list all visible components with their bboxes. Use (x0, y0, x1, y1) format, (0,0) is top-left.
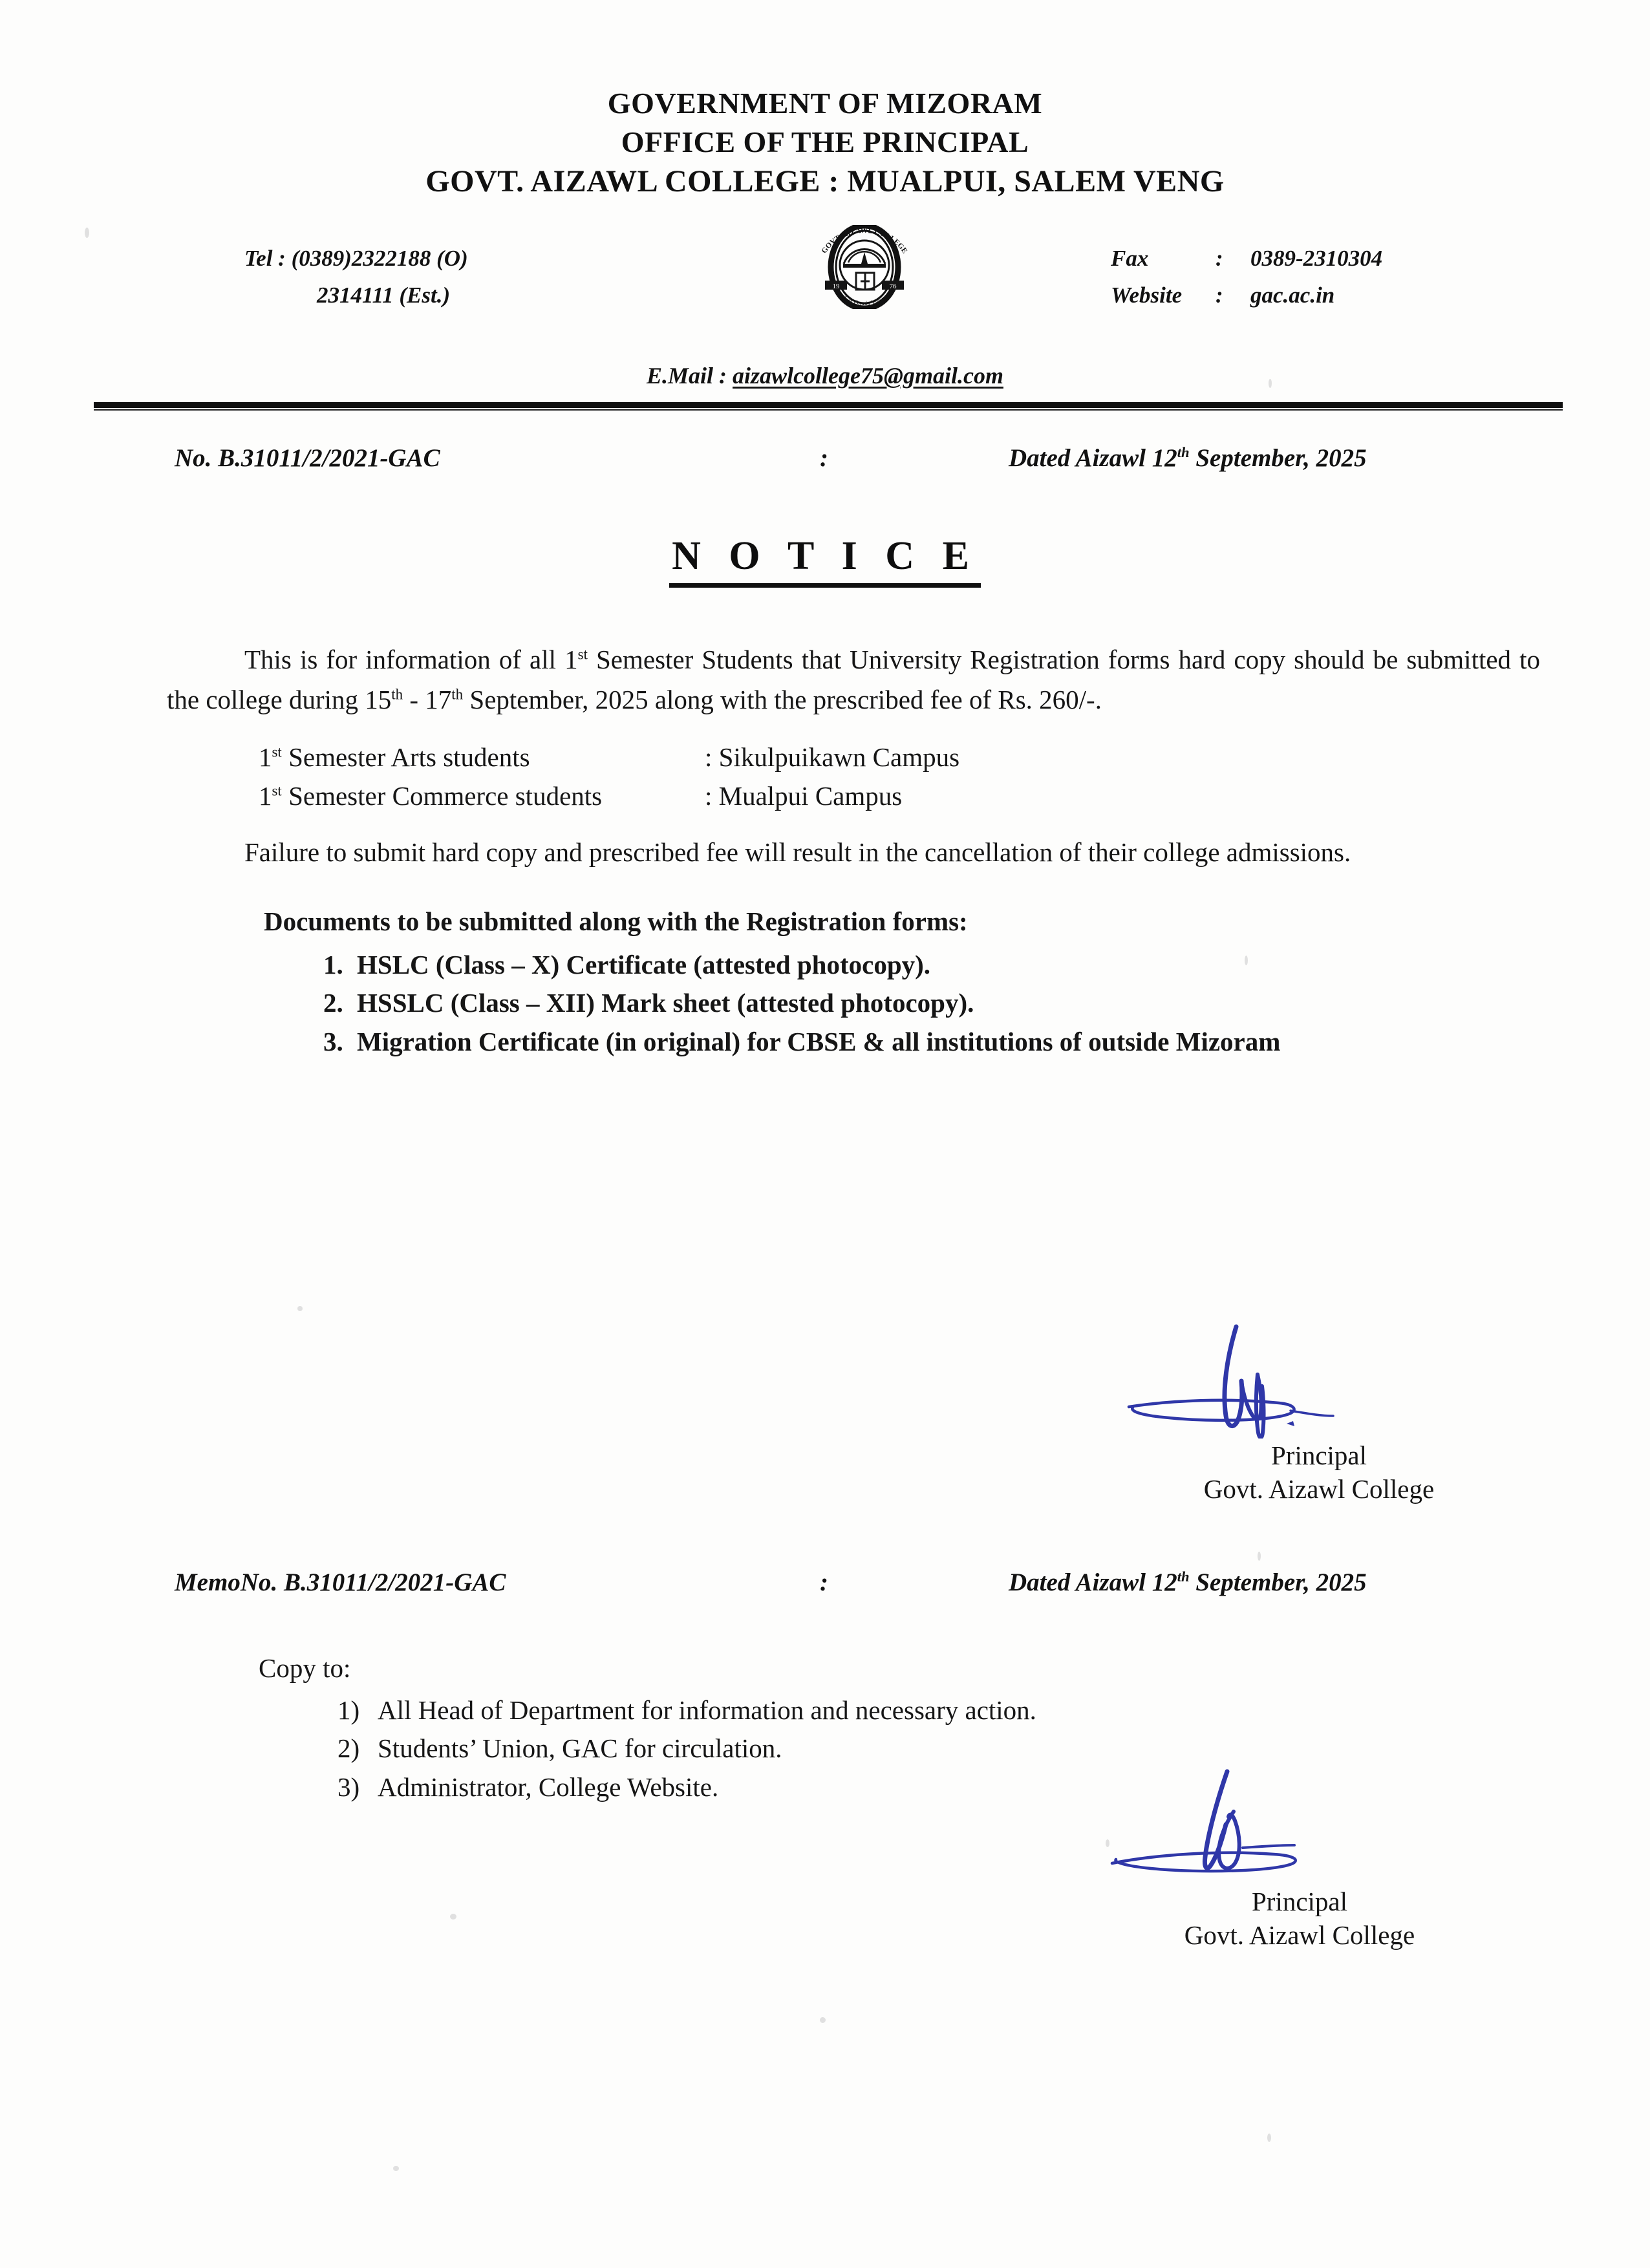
scan-artifact (1267, 2134, 1271, 2142)
campus-value: : Mualpui Campus (705, 781, 903, 811)
copy-to-item-number: 1) (338, 1695, 360, 1725)
documents-item-text: HSLC (Class – X) Certificate (attested photocopy). (357, 949, 931, 979)
copy-to-item-text: All Head of Department for information and necessary action. (378, 1695, 1036, 1725)
signature-org-primary: Govt. Aizawl College (1203, 1474, 1435, 1504)
documents-item-number: 2. (323, 988, 343, 1018)
college-seal-icon (797, 225, 932, 309)
signature-ink-secondary (1073, 1765, 1526, 1885)
copy-to-item-number: 2) (338, 1733, 360, 1764)
divider-thick-line (94, 402, 1563, 408)
campus-label: 1st Semester Arts students (259, 742, 530, 772)
seal-top-text: GOVT. AIZAWL COLLEGE (820, 226, 909, 255)
scan-artifact (1258, 1552, 1261, 1561)
seal-left-year: 19 (832, 283, 840, 290)
signature-block-primary (1093, 1319, 1545, 1506)
notice-title-text: N O T I C E (669, 534, 981, 588)
scan-artifact (450, 1914, 456, 1920)
reference-colon: : (820, 444, 828, 472)
scan-artifact (1106, 1839, 1109, 1847)
scan-artifact (1245, 956, 1248, 965)
memo-reference-number: MemoNo. B.31011/2/2021-GAC (175, 1568, 506, 1596)
fax-row (1111, 241, 1382, 277)
copy-to-block (259, 1649, 1036, 1807)
scan-artifact (393, 2166, 399, 2171)
copy-to-list-item (338, 1768, 1036, 1807)
website-label: Website (1111, 282, 1183, 308)
copy-to-heading: Copy to: (259, 1653, 351, 1683)
letterhead (0, 84, 1650, 202)
documents-list (264, 946, 1540, 1062)
documents-list-item (323, 984, 1540, 1023)
scan-artifact (820, 2017, 826, 2023)
header-divider-rule (94, 402, 1563, 411)
notice-body (167, 640, 1540, 1062)
notice-title (0, 533, 1650, 579)
letterhead-line-college: GOVT. AIZAWL COLLEGE : MUALPUI, SALEM VENG (425, 164, 1225, 198)
website-row (1111, 277, 1382, 314)
telephone-block (244, 241, 468, 314)
signature-block-secondary (1073, 1765, 1526, 1952)
memo-reference-colon: : (820, 1568, 828, 1596)
reference-date: Dated Aizawl 12th September, 2025 (1009, 444, 1367, 472)
telephone-establishment: 2314111 (Est.) (317, 282, 451, 308)
letterhead-line-government: GOVERNMENT OF MIZORAM (607, 87, 1043, 120)
divider-thin-line (94, 409, 1563, 411)
copy-to-list (259, 1691, 1036, 1808)
body-paragraph-2: Failure to submit hard copy and prescribed fee will result in the cancellation of their college admissions. (244, 837, 1351, 867)
copy-to-item-number: 3) (338, 1772, 360, 1803)
campus-value: : Sikulpuikawn Campus (705, 742, 960, 772)
reference-number: No. B.31011/2/2021-GAC (175, 444, 440, 472)
signature-title-primary: Principal (1270, 1440, 1367, 1470)
campus-label: 1st Semester Commerce students (259, 781, 603, 811)
fax-separator: : (1216, 246, 1223, 271)
memo-reference-date: Dated Aizawl 12th September, 2025 (1009, 1568, 1367, 1596)
copy-to-list-item (338, 1729, 1036, 1768)
fax-label: Fax (1111, 246, 1149, 271)
fax-value: 0389-2310304 (1250, 246, 1383, 271)
signature-title-secondary: Principal (1251, 1887, 1348, 1916)
documents-heading: Documents to be submitted along with the Registration forms: (264, 906, 968, 937)
documents-item-number: 3. (323, 1027, 343, 1057)
scan-artifact (297, 1306, 303, 1311)
email-label: E.Mail : (647, 363, 727, 389)
documents-list-item (323, 1023, 1540, 1062)
seal-right-year: 76 (889, 283, 897, 290)
signature-ink-primary (1093, 1319, 1545, 1439)
documents-item-number: 1. (323, 949, 343, 979)
seal-bottom-text: Lux Omnia Vincit (842, 295, 887, 308)
campus-row (259, 776, 1540, 815)
documents-item-text: Migration Certificate (in original) for CBSE & all institutions of outside Mizoram (357, 1027, 1281, 1057)
documents-list-item (323, 946, 1540, 985)
fax-website-block (1111, 241, 1382, 314)
copy-to-item-text: Students’ Union, GAC for circulation. (378, 1733, 782, 1764)
campus-assignment-list (167, 738, 1540, 816)
signature-org-secondary: Govt. Aizawl College (1184, 1920, 1415, 1951)
copy-to-item-text: Administrator, College Website. (378, 1772, 719, 1803)
email-address: aizawlcollege75@gmail.com (733, 363, 1003, 389)
copy-to-list-item (338, 1691, 1036, 1730)
documents-item-text: HSSLC (Class – XII) Mark sheet (attested photocopy). (357, 988, 974, 1018)
campus-row (259, 738, 1540, 776)
website-separator: : (1216, 282, 1223, 308)
documents-block (167, 902, 1540, 1062)
website-value: gac.ac.in (1250, 282, 1335, 308)
scan-artifact (85, 228, 89, 238)
body-paragraph-1: This is for information of all 1st Semester Students that University Registration forms hard copy should be submitted to the college during 15th - 17th September, 2025 along with the prescribed fee of Rs. 260/-. (167, 645, 1540, 714)
email-line (0, 362, 1650, 389)
scan-artifact (1269, 379, 1272, 388)
telephone-office: Tel : (0389)2322188 (O) (244, 246, 468, 271)
letterhead-line-office: OFFICE OF THE PRINCIPAL (621, 125, 1029, 158)
